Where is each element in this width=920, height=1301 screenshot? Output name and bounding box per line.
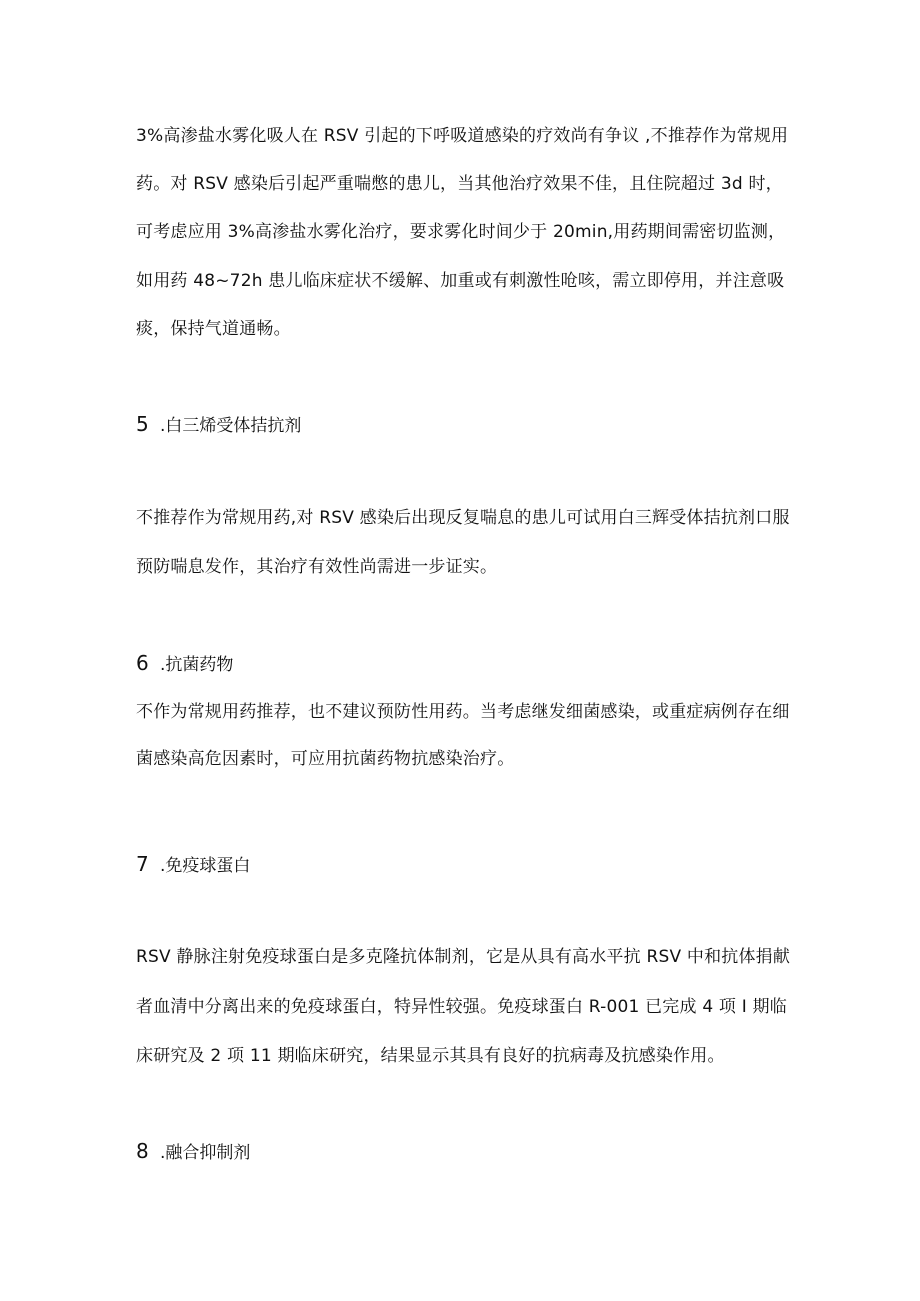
section-heading-6 bbox=[136, 651, 233, 677]
section-number: 7 bbox=[136, 852, 149, 876]
paragraph-1-line-1: 3%高渗盐水雾化吸人在 RSV 引起的下呼吸道感染的疗效尚有争议 ,不推荐作为常规用 bbox=[136, 126, 789, 146]
paragraph-3-line-2: 菌感染高危因素时，可应用抗菌药物抗感染治疗。 bbox=[136, 749, 515, 769]
paragraph-3-line-1: 不作为常规用药推荐，也不建议预防性用药。当考虑继发细菌感染，或重症病例存在细 bbox=[136, 702, 790, 722]
section-number: 8 bbox=[136, 1139, 149, 1163]
paragraph-4-line-3: 床研究及 2 项 11 期临床研究，结果显示其具有良好的抗病毒及抗感染作用。 bbox=[136, 1046, 725, 1066]
section-title: .抗菌药物 bbox=[160, 655, 234, 675]
paragraph-2-line-2: 预防喘息发作，其治疗有效性尚需进一步证实。 bbox=[136, 557, 498, 577]
section-heading-5 bbox=[136, 412, 301, 438]
paragraph-4-line-1: RSV 静脉注射免疫球蛋白是多克隆抗体制剂，它是从具有高水平抗 RSV 中和抗体捐献 bbox=[136, 947, 791, 967]
section-number: 6 bbox=[136, 651, 149, 675]
paragraph-1-line-5: 痰，保持气道通畅。 bbox=[136, 319, 291, 339]
paragraph-4-line-2: 者血清中分离出来的免疫球蛋白，特异性较强。免疫球蛋白 R-001 已完成 4 项 I 期临 bbox=[136, 997, 787, 1017]
section-title: .融合抑制剂 bbox=[160, 1143, 251, 1163]
section-number: 5 bbox=[136, 412, 149, 436]
section-heading-8 bbox=[136, 1139, 250, 1165]
paragraph-1-line-2: 药。对 RSV 感染后引起严重喘憋的患儿，当其他治疗效果不佳，且住院超过 3d 时， bbox=[136, 174, 783, 194]
section-heading-7 bbox=[136, 852, 250, 878]
section-title: .白三烯受体拮抗剂 bbox=[160, 416, 302, 436]
paragraph-2-line-1: 不推荐作为常规用药,对 RSV 感染后出现反复喘息的患儿可试用白三辉受体拮抗剂口服 bbox=[136, 508, 790, 528]
paragraph-1-line-3: 可考虑应用 3%高渗盐水雾化治疗，要求雾化时间少于 20min,用药期间需密切监测， bbox=[136, 222, 786, 242]
section-title: .免疫球蛋白 bbox=[160, 856, 251, 876]
paragraph-1-line-4: 如用药 48~72h 患儿临床症状不缓解、加重或有刺激性呛咳，需立即停用，并注意吸 bbox=[136, 271, 785, 291]
